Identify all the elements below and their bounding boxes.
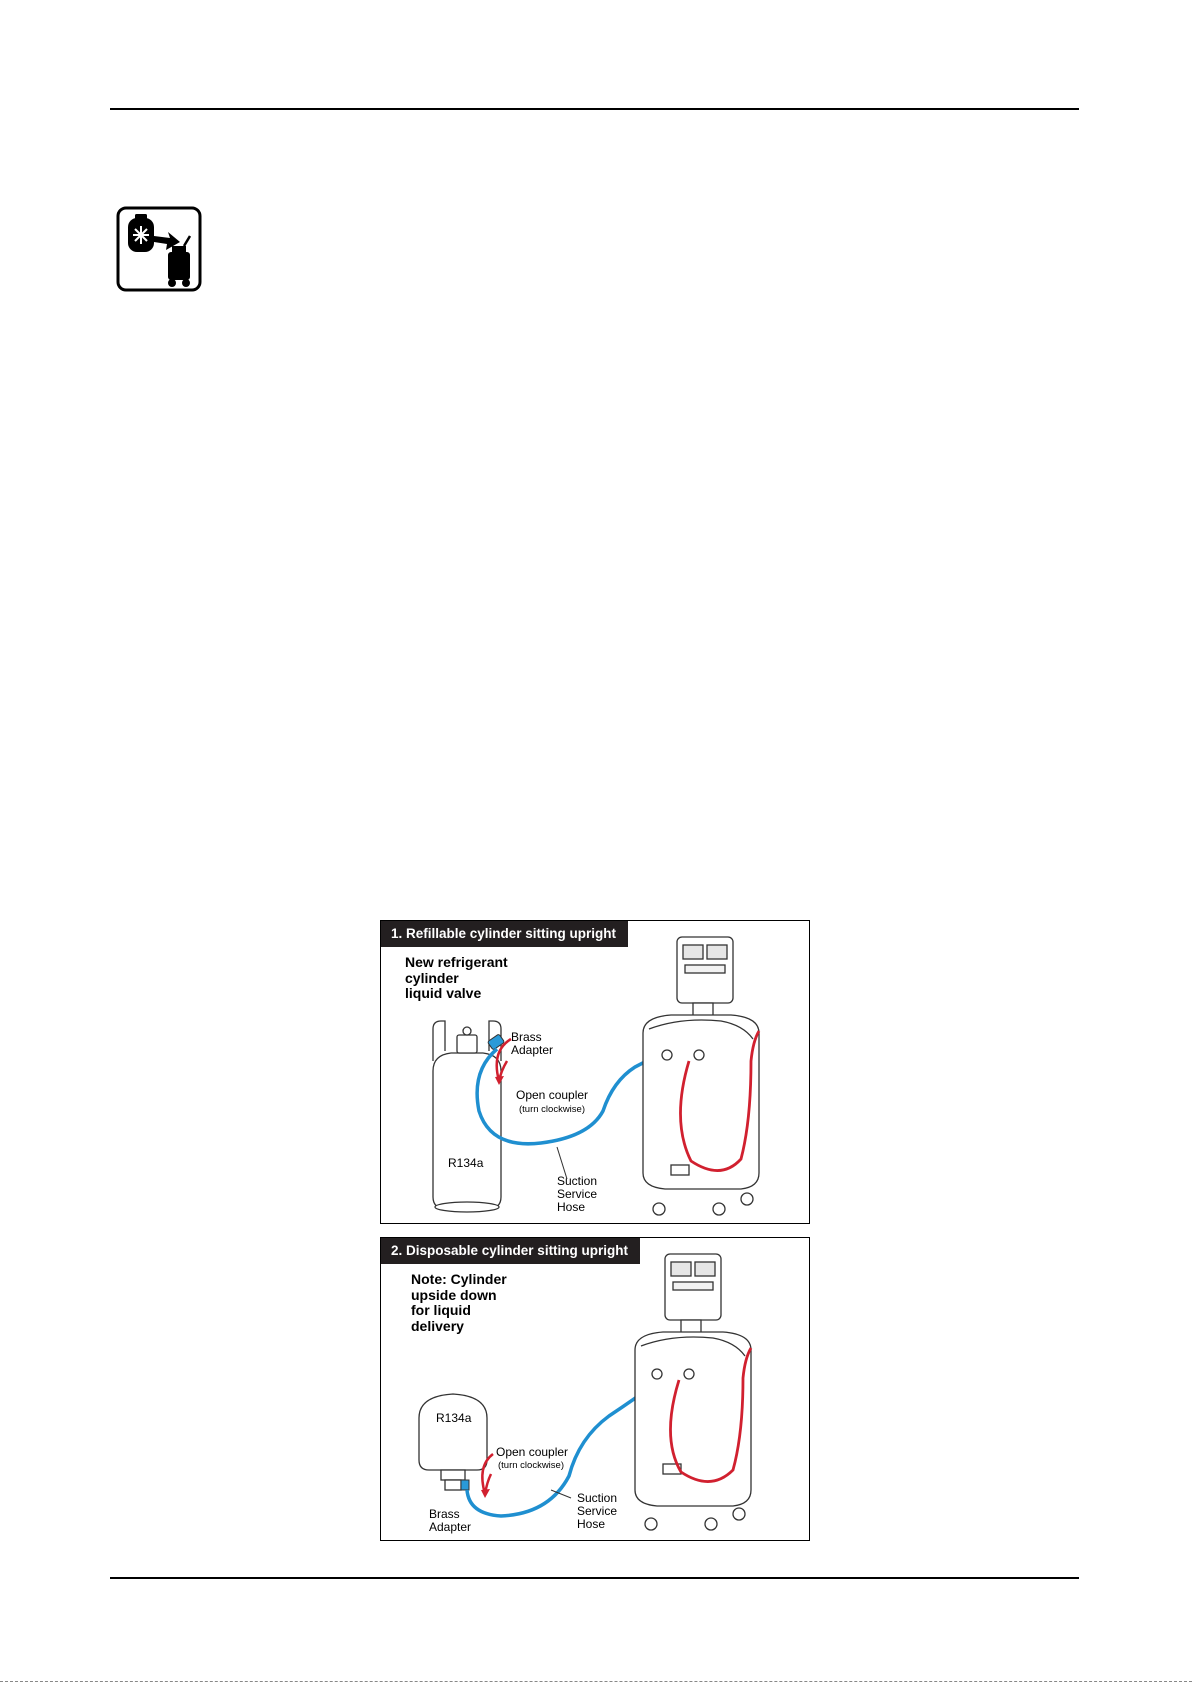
page-bottom-edge — [0, 1681, 1192, 1684]
figure-2-title: 2. Disposable cylinder sitting upright — [381, 1238, 640, 1264]
figure-1-note: New refrigerant cylinder liquid valve — [405, 954, 508, 1001]
refrigerant-cylinder-to-machine-icon — [116, 206, 202, 292]
refillable-cylinder — [433, 1021, 501, 1212]
disposable-cylinder — [419, 1394, 487, 1490]
footer-rule — [110, 1577, 1079, 1579]
suction-hose-label: Suction Service Hose — [557, 1174, 598, 1214]
brass-adapter-label: Brass Adapter — [511, 1030, 554, 1057]
brass-adapter-label: Brass Adapter — [429, 1507, 472, 1534]
figure-refillable-cylinder — [380, 920, 810, 1224]
ac-service-machine — [635, 1254, 751, 1530]
suction-hose-label: Suction Service Hose — [577, 1491, 618, 1531]
open-coupler-label: Open coupler — [496, 1445, 569, 1459]
figure-2-note: Note: Cylinder upside down for liquid delivery — [411, 1271, 507, 1334]
turn-clockwise-label: (turn clockwise) — [519, 1104, 585, 1115]
cylinder-r134a-label: R134a — [436, 1411, 472, 1425]
figure-disposable-cylinder — [380, 1237, 810, 1541]
turn-clockwise-label: (turn clockwise) — [498, 1460, 564, 1471]
figure-1-title: 1. Refillable cylinder sitting upright — [381, 921, 628, 947]
cylinder-r134a-label: R134a — [448, 1156, 484, 1170]
open-coupler-label: Open coupler — [516, 1088, 589, 1102]
header-rule — [110, 108, 1079, 110]
ac-service-machine — [643, 937, 759, 1215]
